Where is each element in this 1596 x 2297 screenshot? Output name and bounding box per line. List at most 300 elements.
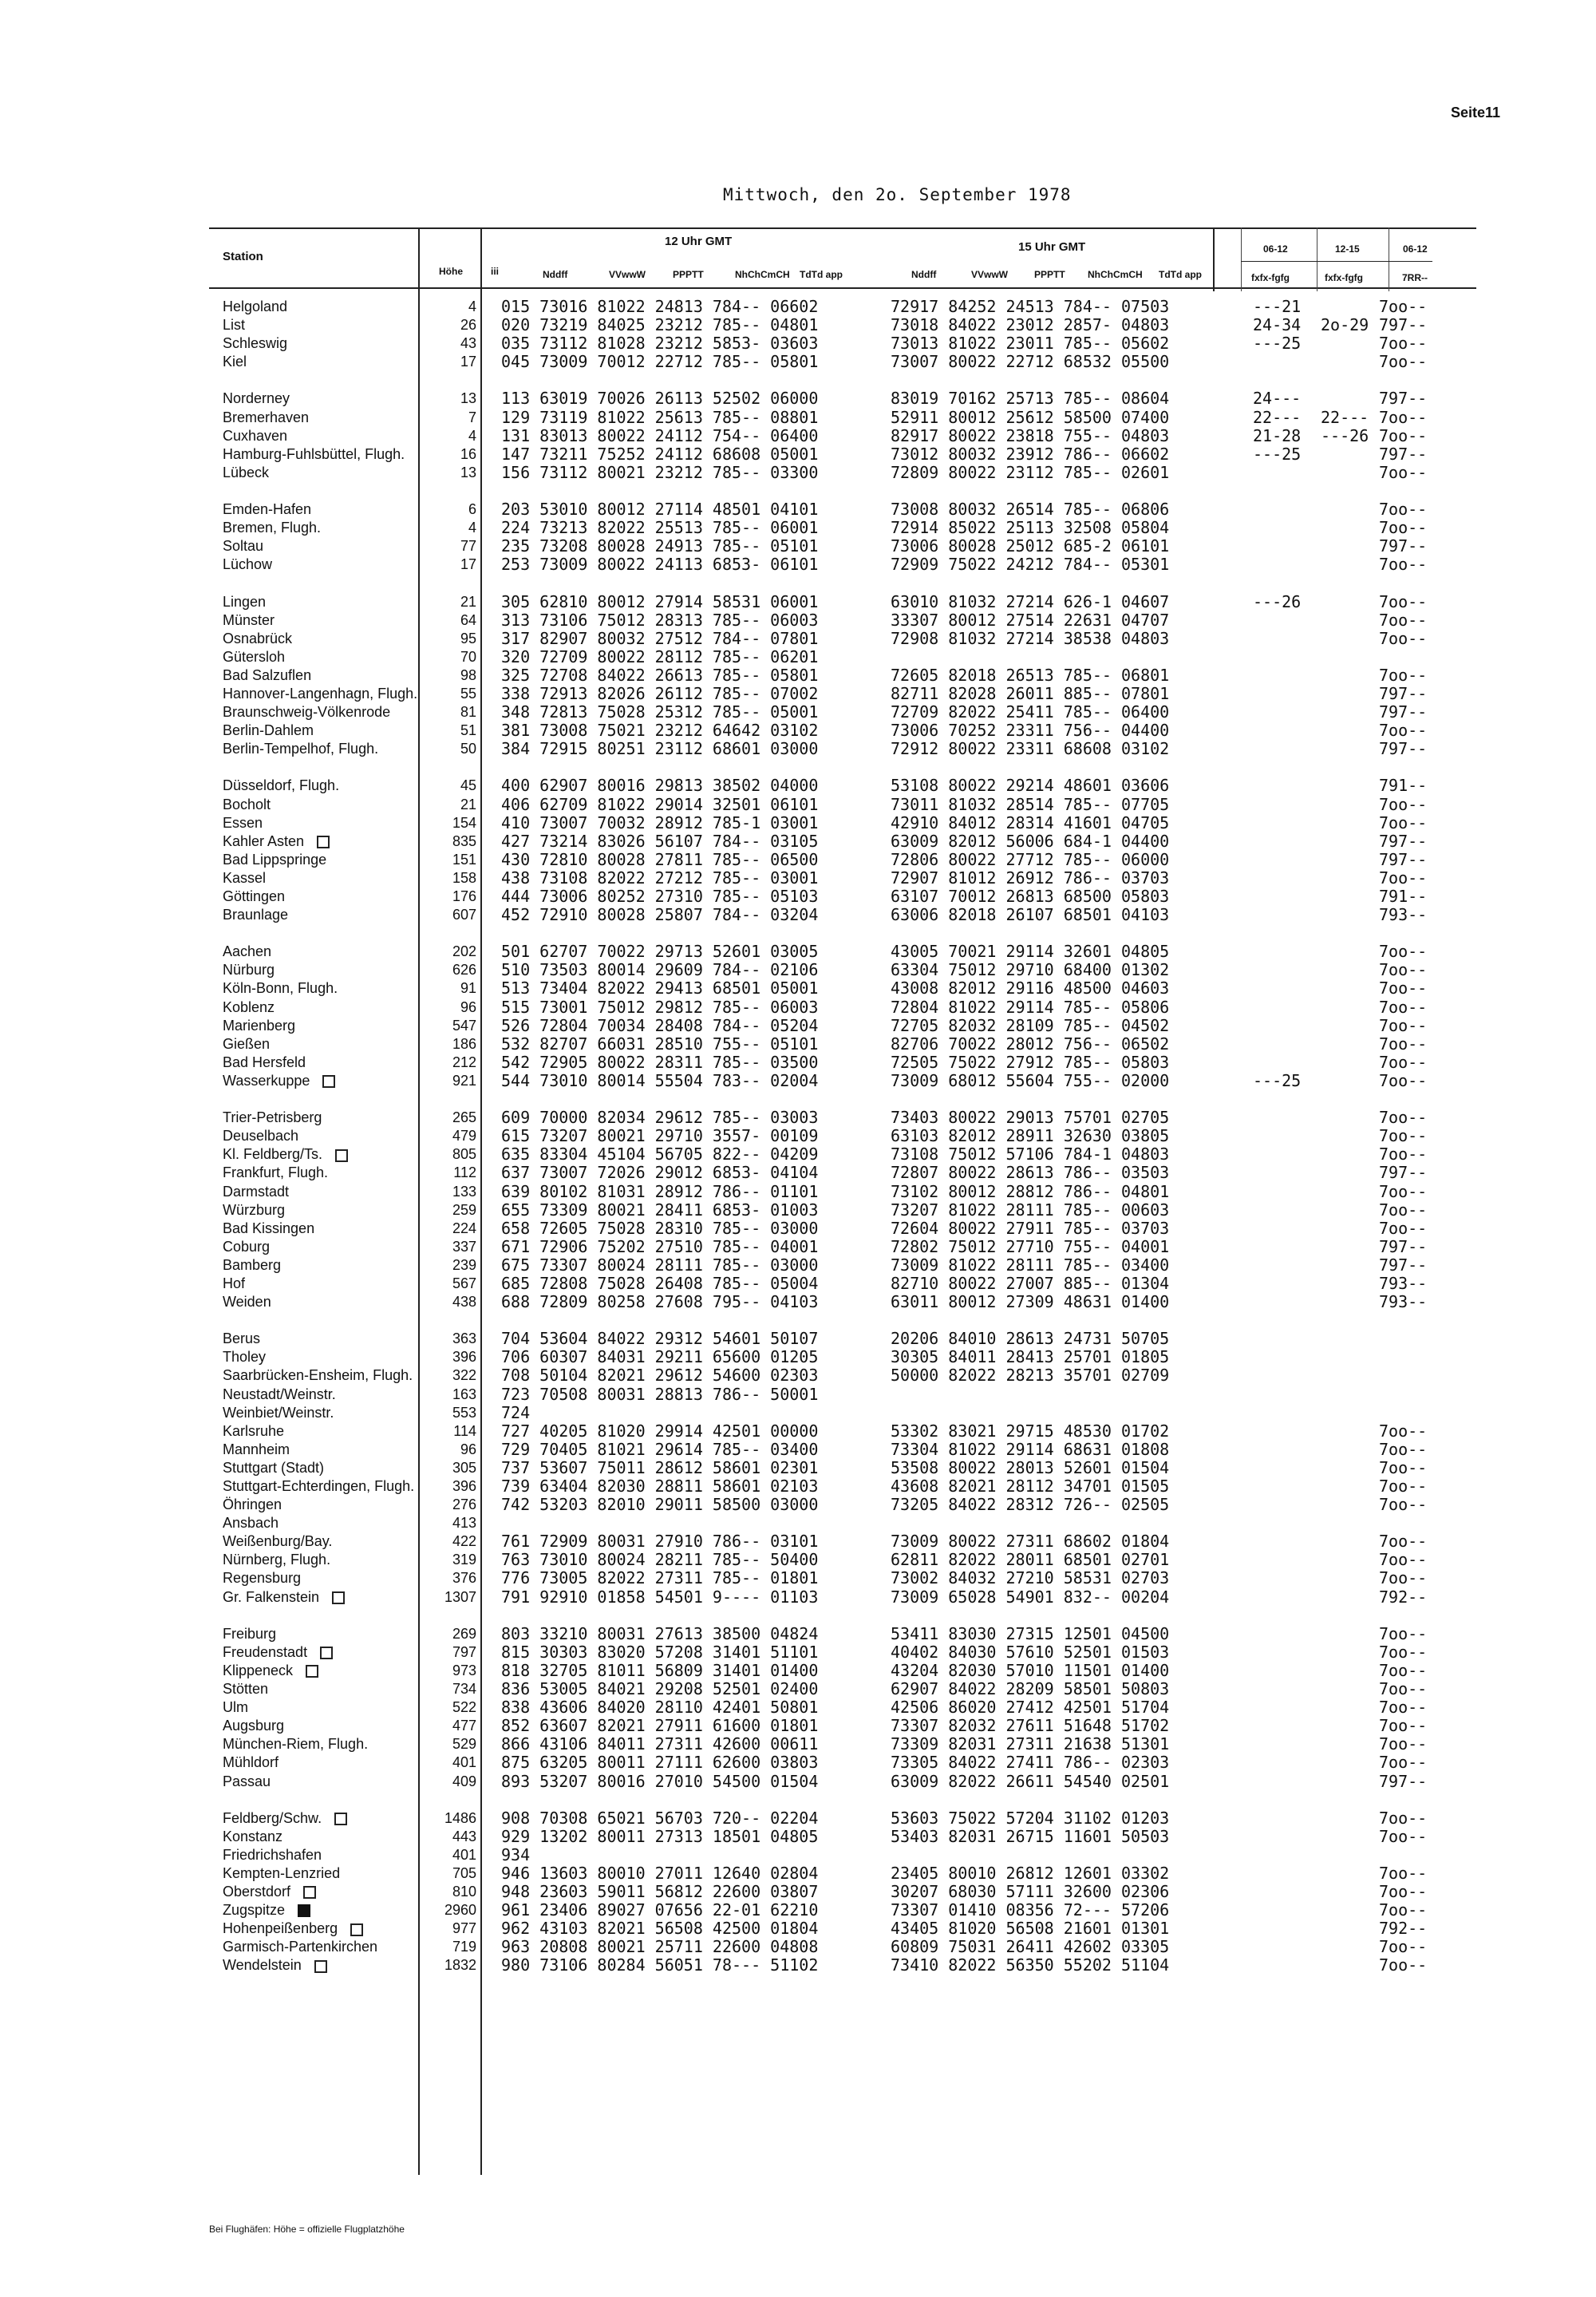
r2-value	[1321, 666, 1369, 685]
station-name	[223, 409, 417, 427]
open-square-icon	[322, 1075, 335, 1088]
gmt12-values: 929 13202 80011 27313 18501 04805	[501, 1826, 819, 1846]
gmt15-values: 53603 75022 57204 31102 01203	[891, 1808, 1170, 1828]
gmt12-values: 838 43606 84020 28110 42401 50801	[501, 1698, 819, 1718]
station-height: 112	[453, 1164, 476, 1181]
station-name	[223, 1109, 417, 1127]
header-15-pppt: PPPTT	[1034, 269, 1065, 280]
gmt15-values: 23405 80010 26812 12601 03302	[891, 1863, 1170, 1883]
group-spacer	[415, 371, 476, 389]
header-15uhr: 15 Uhr GMT	[1018, 240, 1086, 254]
gmt15-values: 62811 82022 28011 68501 02701	[891, 1550, 1170, 1570]
r1-value	[1253, 1846, 1301, 1864]
r3-value: 7oo--	[1379, 1477, 1428, 1496]
group-spacer	[501, 1791, 818, 1809]
station-label: Klippeneck	[223, 1662, 294, 1678]
r2-value	[1321, 1275, 1369, 1293]
group-spacer	[891, 924, 1169, 943]
station-name	[223, 630, 417, 648]
group-spacer	[501, 371, 818, 389]
r2-value	[1321, 1588, 1369, 1607]
station-height: 797	[452, 1643, 476, 1660]
gmt15-values: 30305 84011 28413 25701 01805	[891, 1347, 1170, 1367]
r3-value: 7oo--	[1379, 978, 1428, 998]
r3-value: 7oo--	[1379, 665, 1428, 685]
r3-value: 7oo--	[1379, 1145, 1428, 1164]
r2-value	[1321, 1551, 1369, 1569]
r3-value: 797--	[1379, 1255, 1428, 1275]
station-label: München-Riem, Flugh.	[223, 1736, 369, 1753]
gmt15-values: 73011 81032 28514 785-- 07705	[891, 794, 1170, 814]
r2-value	[1321, 1127, 1369, 1145]
station-label: Koblenz	[223, 998, 275, 1015]
station-name	[223, 1901, 417, 1919]
r2-value	[1321, 979, 1369, 998]
r1-value	[1253, 1145, 1301, 1164]
r3-value: 7oo--	[1379, 628, 1428, 648]
gmt15-values: 73307 82032 27611 51648 51702	[891, 1716, 1170, 1736]
r1-column	[1253, 298, 1301, 1975]
gmt15-values: 73007 80022 22712 68532 05500	[891, 352, 1170, 372]
station-label: Zugspitze	[223, 1902, 286, 1919]
r1-value	[1253, 1828, 1301, 1846]
station-name	[223, 777, 417, 795]
r2-value	[1321, 648, 1369, 666]
station-label: Neustadt/Weinstr.	[223, 1386, 336, 1402]
gmt15-values: 53508 80022 28013 52601 01504	[891, 1457, 1170, 1477]
r3-value	[1379, 648, 1427, 666]
group-spacer	[1379, 924, 1427, 943]
gmt12-values: 035 73112 81028 23212 5853- 03603	[501, 334, 819, 354]
r3-value: 7oo--	[1379, 1218, 1428, 1238]
gmt12-values: 934	[501, 1844, 531, 1864]
station-height: 1307	[444, 1588, 476, 1605]
group-spacer	[1379, 574, 1427, 592]
r3-value: 7oo--	[1379, 518, 1428, 538]
group-spacer	[501, 924, 818, 943]
station-label: Frankfurt, Flugh.	[223, 1164, 329, 1181]
r1-value	[1253, 1293, 1301, 1311]
r3-value: 793--	[1379, 1292, 1428, 1312]
r1-value	[1253, 1201, 1301, 1220]
r1-value	[1253, 1441, 1301, 1459]
r1-value	[1253, 1366, 1301, 1385]
station-name	[223, 1773, 417, 1791]
r2-value	[1321, 1220, 1369, 1238]
r2-value	[1321, 1238, 1369, 1256]
station-label: Oberstdorf	[223, 1884, 291, 1900]
station-name	[223, 685, 417, 703]
station-name	[223, 1864, 417, 1883]
r3-value: 7oo--	[1379, 1882, 1428, 1902]
gmt12-values: 723 70508 80031 28813 786-- 50001	[501, 1384, 819, 1404]
station-name	[223, 555, 417, 574]
gmt12-values: 727 40205 81020 29914 42501 00000	[501, 1421, 819, 1441]
header-hoehe: Höhe	[439, 266, 463, 277]
group-spacer	[1321, 1311, 1369, 1330]
gmt12-values: 410 73007 70032 28912 785-1 03001	[501, 812, 819, 832]
group-spacer	[1379, 1791, 1427, 1809]
gmt15-values: 43008 82012 29116 48500 04603	[891, 978, 1170, 998]
station-name	[223, 1459, 417, 1477]
r3-value: 797--	[1379, 683, 1428, 703]
r1-value	[1253, 1035, 1301, 1054]
station-name	[223, 1422, 417, 1441]
r1-value	[1253, 998, 1301, 1017]
group-spacer	[891, 371, 1169, 389]
station-height: 50	[460, 741, 476, 757]
open-square-icon	[306, 1665, 318, 1678]
gmt15-values: 73009 80022 27311 68602 01804	[891, 1532, 1170, 1552]
group-spacer	[1253, 482, 1301, 500]
r3-value: 797--	[1379, 831, 1428, 851]
r1-value	[1253, 1348, 1301, 1366]
station-label: Wasserkuppe	[223, 1072, 310, 1089]
group-spacer	[1253, 924, 1301, 943]
gmt12-values: 635 83304 45104 56705 822-- 04209	[501, 1145, 819, 1164]
station-height: 319	[452, 1552, 476, 1568]
station-height: 409	[452, 1773, 476, 1789]
gmt12-values: 615 73207 80021 29710 3557- 00109	[501, 1126, 819, 1146]
gmt12-values: 836 53005 84021 29208 52501 02400	[501, 1679, 819, 1699]
gmt12-values: 515 73001 75012 29812 785-- 06003	[501, 997, 819, 1017]
group-spacer	[1321, 371, 1369, 389]
group-spacer	[501, 482, 818, 500]
station-height: 977	[452, 1920, 476, 1937]
station-name	[223, 869, 417, 888]
station-height: 45	[460, 777, 476, 794]
header-iii: iii	[491, 266, 500, 277]
station-name	[223, 1201, 417, 1220]
gmt12-values: 203 53010 80012 27114 48501 04101	[501, 500, 819, 520]
footnote: Bei Flughäfen: Höhe = offizielle Flugplatzhöhe	[209, 2224, 405, 2235]
group-spacer	[501, 1090, 818, 1109]
station-height: 973	[452, 1662, 476, 1678]
r1-value: ---26	[1253, 591, 1302, 611]
station-label: Düsseldorf, Flugh.	[223, 777, 340, 794]
header-15-tdtd: TdTd app	[1159, 269, 1202, 280]
station-name	[223, 1809, 417, 1828]
gmt15-values: 73305 84022 27411 786-- 02303	[891, 1753, 1170, 1773]
r2-value	[1321, 685, 1369, 703]
r1-value	[1253, 1698, 1301, 1717]
station-name	[223, 593, 417, 611]
gmt12-values: 544 73010 80014 55504 783-- 02004	[501, 1070, 819, 1090]
group-spacer	[1253, 1090, 1301, 1109]
open-square-icon	[320, 1647, 333, 1659]
group-spacer	[1321, 482, 1369, 500]
r3-value	[1379, 1846, 1427, 1864]
gmt15-values: 72709 82022 25411 785-- 06400	[891, 702, 1170, 722]
station-label: Lüchow	[223, 556, 273, 573]
station-label: Köln-Bonn, Flugh.	[223, 980, 338, 997]
gmt15-values: 73008 80032 26514 785-- 06806	[891, 500, 1170, 520]
gmt12-values: 704 53604 84022 29312 54601 50107	[501, 1329, 819, 1349]
r1-value	[1253, 1753, 1301, 1772]
r2-column	[1321, 298, 1369, 1975]
station-height: 114	[453, 1422, 476, 1439]
station-name	[223, 796, 417, 814]
gmt12-values: 675 73307 80024 28111 785-- 03000	[501, 1255, 819, 1275]
r2-value	[1321, 1386, 1369, 1404]
gmt12-values: 156 73112 80021 23212 785-- 03300	[501, 462, 819, 482]
station-height: 438	[452, 1294, 476, 1311]
r1-value	[1253, 1569, 1301, 1587]
r3-value: 792--	[1379, 1587, 1428, 1607]
r3-value: 7oo--	[1379, 1826, 1428, 1846]
station-name	[223, 1145, 417, 1164]
station-label: Lübeck	[223, 464, 270, 480]
station-label: Gießen	[223, 1035, 271, 1052]
r3-value: 793--	[1379, 1273, 1428, 1293]
station-name	[223, 1588, 417, 1607]
r3-value: 7oo--	[1379, 425, 1428, 445]
page-number: Seite11	[1451, 105, 1501, 121]
gmt12-values: 655 73309 80021 28411 6853- 01003	[501, 1200, 819, 1220]
gmt12-values: 742 53203 82010 29011 58500 03000	[501, 1495, 819, 1515]
station-height: 7	[468, 409, 476, 425]
header-r3-title: 06-12	[1403, 243, 1428, 255]
group-spacer	[415, 1090, 476, 1109]
station-name	[223, 389, 417, 408]
r1-value	[1253, 1256, 1301, 1275]
gmt12-values: 438 73108 82022 27212 785-- 03001	[501, 868, 819, 888]
gmt12-values: 658 72605 75028 28310 785-- 03000	[501, 1218, 819, 1238]
r1-value	[1253, 1238, 1301, 1256]
station-label: Trier-Petrisberg	[223, 1109, 322, 1126]
station-height: 77	[460, 538, 476, 555]
gmt12-values: 532 82707 66031 28510 755-- 05101	[501, 1034, 819, 1054]
r2-value	[1321, 869, 1369, 888]
group-spacer	[1379, 758, 1427, 777]
station-name	[223, 666, 417, 685]
r3-value: 7oo--	[1379, 462, 1428, 482]
group-spacer	[891, 1090, 1169, 1109]
station-label: Göttingen	[223, 888, 286, 904]
open-square-icon	[332, 1591, 345, 1604]
station-name	[223, 1256, 417, 1275]
table-header-line	[209, 287, 1476, 289]
group-spacer	[891, 1607, 1169, 1625]
r1-value: 22---	[1253, 407, 1302, 427]
r2-value	[1321, 1054, 1369, 1072]
r1-value	[1253, 1330, 1301, 1348]
station-label: Saarbrücken-Ensheim, Flugh.	[223, 1367, 413, 1384]
gmt15-values: 63103 82012 28911 32630 03805	[891, 1126, 1170, 1146]
gmt12-values: 803 33210 80031 27613 38500 04824	[501, 1623, 819, 1643]
r1-value	[1253, 1643, 1301, 1662]
station-name	[223, 1496, 417, 1514]
gmt15-values: 53108 80022 29214 48601 03606	[891, 776, 1170, 796]
gmt12-values: 685 72808 75028 26408 785-- 05004	[501, 1273, 819, 1293]
r2-value	[1321, 630, 1369, 648]
gmt12-values: 948 23603 59011 56812 22600 03807	[501, 1882, 819, 1902]
station-name	[223, 464, 417, 482]
table-top-line	[209, 227, 1476, 229]
gmt12-values: 671 72906 75202 27510 785-- 04001	[501, 1236, 819, 1256]
station-name	[223, 1938, 417, 1956]
gmt12-values: 893 53207 80016 27010 54500 01504	[501, 1771, 819, 1791]
station-label: Schleswig	[223, 335, 288, 352]
station-height: 265	[452, 1109, 476, 1126]
station-height: 401	[452, 1754, 476, 1771]
r1-value	[1253, 1496, 1301, 1514]
group-spacer	[891, 482, 1169, 500]
station-label: Friedrichshafen	[223, 1846, 322, 1863]
header-r1-title: 06-12	[1263, 243, 1288, 255]
r2-value	[1321, 500, 1369, 519]
r2-value	[1321, 906, 1369, 924]
open-square-icon	[314, 1960, 327, 1973]
gmt15-values: 72917 84252 24513 784-- 07503	[891, 297, 1170, 316]
station-height: 805	[452, 1146, 476, 1163]
r2-value	[1321, 1477, 1369, 1496]
station-label: Hamburg-Fuhlsbüttel, Flugh.	[223, 445, 405, 462]
r2-value	[1321, 1422, 1369, 1441]
header-r1-sub: fxfx-fgfg	[1251, 272, 1290, 283]
station-label: Braunlage	[223, 907, 289, 923]
station-height: 4	[468, 298, 476, 314]
gmt12-values: 253 73009 80022 24113 6853- 06101	[501, 555, 819, 575]
gmt15-values: 53302 83021 29715 48530 01702	[891, 1421, 1170, 1441]
r1-value	[1253, 1938, 1301, 1956]
station-name	[223, 888, 417, 906]
group-spacer	[223, 758, 417, 777]
gmt12-values: 688 72809 80258 27608 795-- 04103	[501, 1292, 819, 1312]
r3-value: 7oo--	[1379, 1015, 1428, 1035]
r1-value	[1253, 1809, 1301, 1828]
r2-value	[1321, 1441, 1369, 1459]
station-label: Bamberg	[223, 1256, 282, 1273]
group-spacer	[223, 924, 417, 943]
station-label: Stuttgart (Stadt)	[223, 1459, 325, 1476]
station-height: 98	[460, 666, 476, 683]
group-spacer	[1379, 371, 1427, 389]
r1-value	[1253, 1956, 1301, 1975]
r2-value	[1321, 961, 1369, 979]
r2-value	[1321, 1145, 1369, 1164]
station-height: 529	[452, 1736, 476, 1753]
r1-value	[1253, 1386, 1301, 1404]
r2-value	[1321, 555, 1369, 574]
station-label: Bremen, Flugh.	[223, 520, 322, 536]
group-spacer	[1321, 574, 1369, 592]
station-height: 626	[452, 962, 476, 978]
gmt12-values: 980 73106 80284 56051 78--- 51102	[501, 1955, 819, 1975]
r2-value	[1321, 1201, 1369, 1220]
r1-value: 24-34	[1253, 315, 1302, 335]
station-name	[223, 298, 417, 316]
gmt12-values: 542 72905 80022 28311 785-- 03500	[501, 1052, 819, 1072]
r2-value	[1321, 1072, 1369, 1090]
gmt12-values: 761 72909 80031 27910 786-- 03101	[501, 1532, 819, 1552]
station-label: Lingen	[223, 593, 267, 610]
header-12uhr: 12 Uhr GMT	[665, 235, 733, 248]
gmt12-values: 510 73503 80014 29609 784-- 02106	[501, 960, 819, 980]
gmt12-values: 818 32705 81011 56809 31401 01400	[501, 1660, 819, 1680]
station-height: 276	[452, 1496, 476, 1513]
r1-value	[1253, 1680, 1301, 1698]
gmt12-values: 384 72915 80251 23112 68601 03000	[501, 739, 819, 759]
r1-value	[1253, 537, 1301, 555]
r2-value	[1321, 1717, 1369, 1735]
gmt15-values: 73006 70252 23311 756-- 04400	[891, 721, 1170, 741]
station-name	[223, 740, 417, 758]
r1-value	[1253, 1127, 1301, 1145]
r3-value: 7oo--	[1379, 1421, 1428, 1441]
station-label: Soltau	[223, 538, 264, 555]
gmt12-values: 325 72708 84022 26613 785-- 05801	[501, 665, 819, 685]
station-height: 443	[452, 1828, 476, 1844]
gmt12-values: 129 73119 81022 25613 785-- 08801	[501, 407, 819, 427]
r1-value	[1253, 1773, 1301, 1791]
r2-value	[1321, 519, 1369, 537]
station-height: 55	[460, 685, 476, 702]
station-label: Mannheim	[223, 1441, 290, 1457]
group-spacer	[415, 1607, 476, 1625]
r2-value: 22---	[1321, 407, 1369, 427]
gmt12-values: 962 43103 82021 56508 42500 01804	[501, 1919, 819, 1939]
r3-value: 7oo--	[1379, 1698, 1428, 1718]
station-label: Passau	[223, 1773, 271, 1789]
station-label: Bad Salzuflen	[223, 666, 312, 683]
station-name	[223, 1404, 417, 1422]
gmt15-values: 72705 82032 28109 785-- 04502	[891, 1015, 1170, 1035]
group-spacer	[415, 574, 476, 592]
station-height: 4	[468, 427, 476, 444]
r3-value: 797--	[1379, 536, 1428, 556]
station-label: Stuttgart-Echterdingen, Flugh.	[223, 1478, 415, 1494]
r2-value	[1321, 1846, 1369, 1864]
open-square-icon	[317, 836, 330, 848]
r1-value	[1253, 703, 1301, 722]
r2-value	[1321, 1680, 1369, 1698]
r3-value: 7oo--	[1379, 1200, 1428, 1220]
r3-value: 792--	[1379, 1919, 1428, 1939]
r3-value: 7oo--	[1379, 1457, 1428, 1477]
group-spacer	[1321, 1791, 1369, 1809]
station-name	[223, 1717, 417, 1735]
r2-value	[1321, 943, 1369, 961]
r1-value	[1253, 500, 1301, 519]
station-height: 96	[460, 1441, 476, 1457]
r1-value	[1253, 740, 1301, 758]
station-name	[223, 703, 417, 722]
r2-value	[1321, 1901, 1369, 1919]
gmt12-values: 946 13603 80010 27011 12640 02804	[501, 1863, 819, 1883]
r1-value	[1253, 1919, 1301, 1938]
group-spacer	[223, 482, 417, 500]
station-label: List	[223, 317, 246, 334]
station-name	[223, 832, 417, 851]
station-label: Bocholt	[223, 796, 271, 812]
station-name	[223, 1532, 417, 1551]
r3-value: 7oo--	[1379, 1052, 1428, 1072]
r2-value	[1321, 851, 1369, 869]
group-spacer	[501, 758, 818, 777]
station-label: Würzburg	[223, 1201, 286, 1218]
gmt12-values: 513 73404 82022 29413 68501 05001	[501, 978, 819, 998]
station-height: 2960	[444, 1902, 476, 1919]
r2-value	[1321, 1569, 1369, 1587]
r3-value: 7oo--	[1379, 1070, 1428, 1090]
r2-value: ---26	[1321, 425, 1369, 445]
station-height: 835	[452, 832, 476, 849]
station-name	[223, 1883, 417, 1901]
r1-value	[1253, 869, 1301, 888]
gmt15-values: 72604 80022 27911 785-- 03703	[891, 1218, 1170, 1238]
open-square-icon	[335, 1149, 348, 1162]
